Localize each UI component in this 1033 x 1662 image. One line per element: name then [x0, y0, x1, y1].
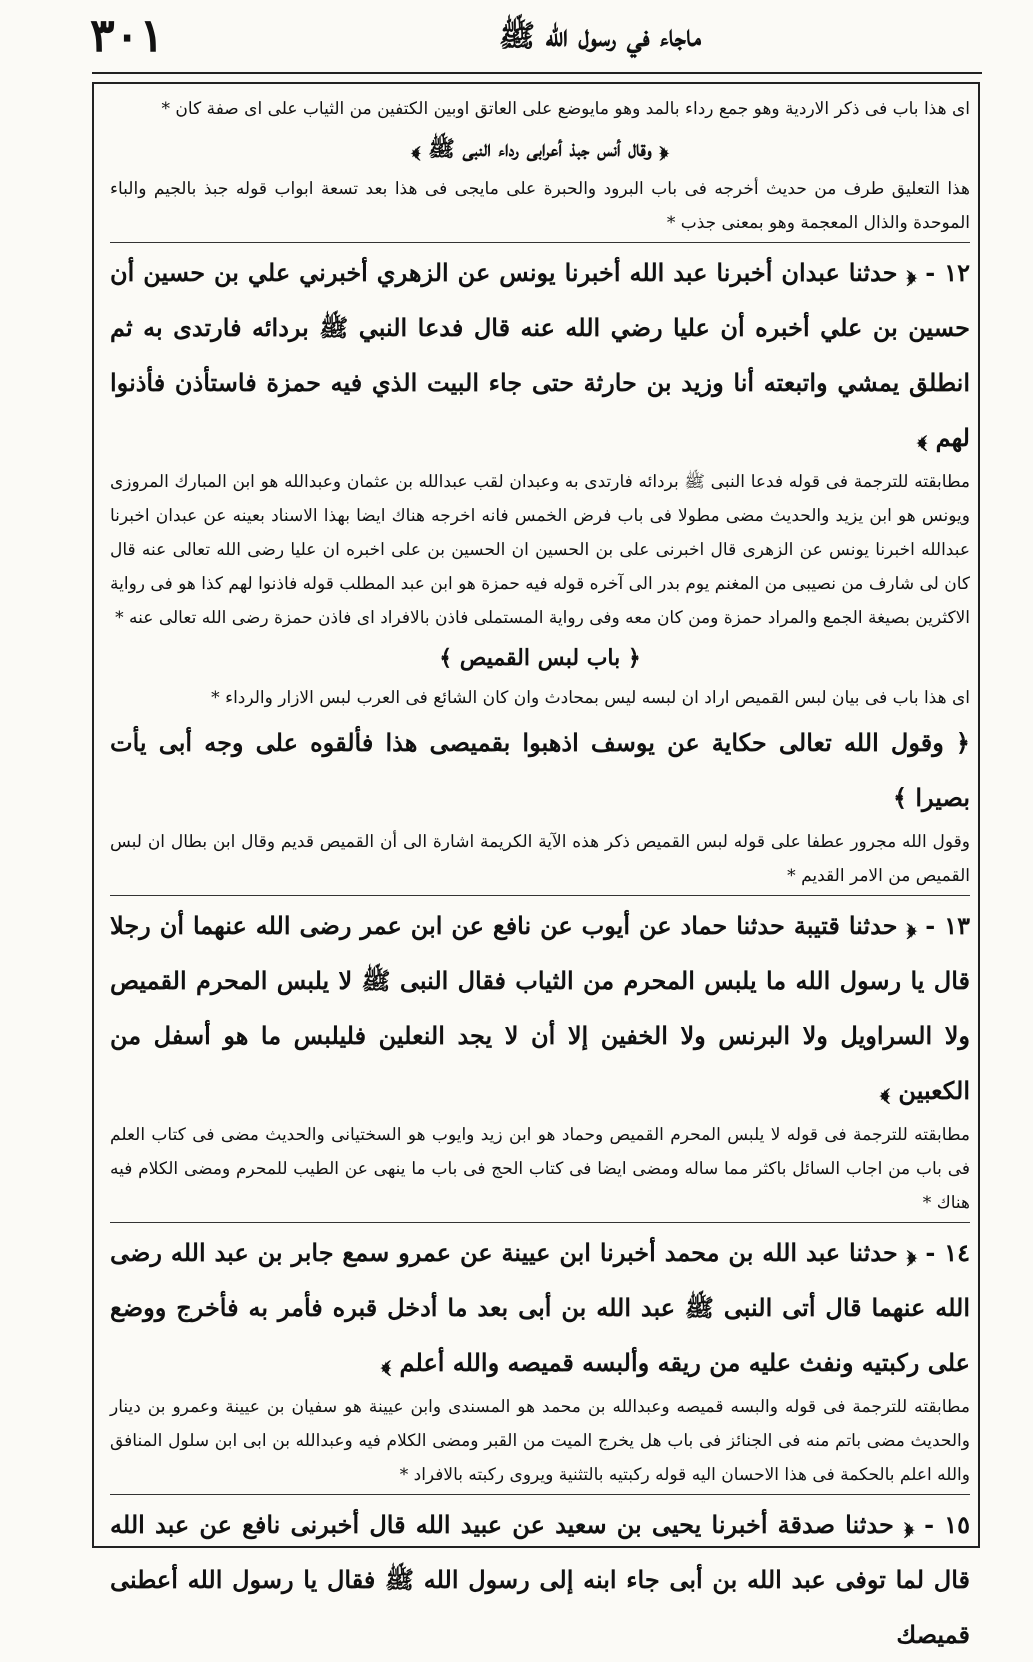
commentary-paragraph: هذا التعليق طرف من حديث أخرجه فى باب البرود والحبرة على مايجى فى هذا بعد تسعة ابواب قوله جبذ بالجيم والباء الموحدة والذال المعجمة وهو بمعنى جذب *: [110, 179, 970, 233]
divider: [110, 1494, 970, 1495]
quran-quote: ﴿ وقول الله تعالى حكاية عن يوسف اذهبوا بقميصى هذا فألقوه على وجه أبى يأت بصيرا ﴾: [110, 728, 970, 812]
hadith-text: ١٣ - ﴿ حدثنا قتيبة حدثنا حماد عن أيوب عن نافع عن ابن عمر رضى الله عنهما أن رجلا قال يا رسول الله ما يلبس المحرم من الثياب فقال النبى ﷺ لا يلبس المحرم القميص ولا السراويل ولا البرنس ولا الخفين إلا أن لا يجد النعلين فليلبس ما هو أسفل من الكعبين ﴾: [110, 911, 970, 1105]
running-title: ماجاء في رسول الله ﷺ: [498, 19, 702, 54]
header-rule: [92, 72, 982, 74]
hadith-text: ١٥ - ﴿ حدثنا صدقة أخبرنا يحيى بن سعيد عن عبيد الله قال أخبرنى نافع عن عبد الله قال لما توفى عبد الله بن أبى جاء ابنه إلى رسول الله ﷺ فقال يا رسول الله أعطنى قميصك: [110, 1510, 970, 1649]
chapter-heading: ﴿ وقال أنس جبذ أعرابى رداء النبى ﷺ ﴾: [411, 136, 669, 162]
page-header: [90, 8, 980, 78]
commentary-paragraph: مطابقته للترجمة فى قوله فدعا النبى ﷺ بردائه فارتدى به وعبدان لقب عبدالله بن عثمان وعبدالله هو ابن المبارك المروزى ويونس هو ابن يزيد والحديث مضى مطولا فى باب فرض الخمس فانه اخرجه هناك ايضا بهذا الاسناد بعينه عن عبدان اخبرنا عبدالله اخبرنا يونس عن الزهرى قال اخبرنى على بن الحسين ان الحسين بن على اخبره ان عليا رضى الله تعالى عنه قال كان لى شارف من نصيبى من المغنم يوم بدر الى آخره قوله فيه حمزة هو ابن عبد المطلب قوله فاذنوا لهم كذا هو فى رواية الاكثرين بصيغة الجمع والمراد حمزة ومن كان معه وفى رواية المستملى فاذن بالافراد اى فاذن حمزة رضى الله تعالى عنه *: [110, 472, 970, 628]
chapter-heading: ﴿ باب لبس القميص ﴾: [439, 645, 641, 671]
divider: [110, 895, 970, 896]
commentary-paragraph: مطابقته للترجمة فى قوله لا يلبس المحرم القميص وحماد هو ابن زيد وايوب هو السختيانى والحديث مضى فى كتاب العلم فى باب من اجاب السائل باكثر مما ساله ومضى ايضا فى كتاب الحج فى باب ما ينهى عن الطيب للمحرم ومضى الكلام فيه هناك *: [110, 1125, 970, 1213]
hadith-text: ١٢ - ﴿ حدثنا عبدان أخبرنا عبد الله أخبرنا يونس عن الزهري أخبرني علي بن حسين أن حسين بن علي أخبره أن عليا رضي الله عنه قال فدعا النبي ﷺ بردائه فارتدى به ثم انطلق يمشي واتبعته أنا وزيد بن حارثة حتى جاء البيت الذي فيه حمزة فاستأذن فأذنوا لهم ﴾: [110, 258, 970, 452]
commentary-paragraph: اى هذا باب فى بيان لبس القميص اراد ان لبسه ليس بمحادث وان كان الشائع فى العرب لبس الازار والرداء *: [211, 688, 970, 708]
divider: [110, 242, 970, 243]
commentary-paragraph: اى هذا باب فى ذكر الاردية وهو جمع رداء بالمد وهو مايوضع على العاتق اوبين الكتفين من الثياب على اى صفة كان *: [161, 99, 970, 119]
divider: [110, 1222, 970, 1223]
page-number: ٣٠١: [90, 8, 165, 62]
commentary-paragraph: وقول الله مجرور عطفا على قوله لبس القميص ذكر هذه الآية الكريمة اشارة الى أن القميص قديم وقال ابن بطال ان لبس القميص من الامر القديم *: [110, 832, 970, 886]
hadith-text: ١٤ - ﴿ حدثنا عبد الله بن محمد أخبرنا ابن عيينة عن عمرو سمع جابر بن عبد الله رضى الله عنهما قال أتى النبى ﷺ عبد الله بن أبى بعد ما أدخل قبره فأمر به فأخرج ووضع على ركبتيه ونفث عليه من ريقه وألبسه قميصه والله أعلم ﴾: [110, 1238, 970, 1377]
page-body: [110, 92, 970, 1662]
commentary-paragraph: مطابقته للترجمة فى قوله والبسه قميصه وعبدالله بن محمد هو المسندى وابن عيينة هو سفيان بن عيينة وعمرو بن دينار والحديث مضى باتم منه فى الجنائز فى باب هل يخرج الميت من القبر ومضى الكلام فيه وعبدالله بن ابى ابن سلول المنافق والله اعلم بالحكمة فى هذا الاحسان اليه قوله ركبتيه بالتثنية ويروى ركبته بالافراد *: [110, 1397, 970, 1485]
